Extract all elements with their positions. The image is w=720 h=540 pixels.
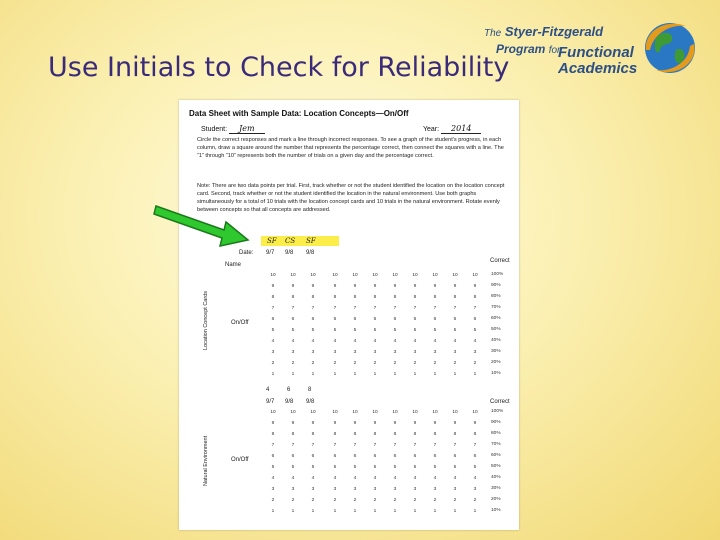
grid2-cell: 7	[353, 443, 357, 448]
grid2-cell: 10	[270, 410, 276, 415]
grid2-cell: 8	[271, 432, 275, 437]
grid1-cell: 3	[291, 350, 295, 355]
grid1-percent: 60%	[491, 316, 501, 321]
grid2-cell: 8	[433, 432, 437, 437]
grid2-cell: 8	[333, 432, 337, 437]
grid2-cell: 2	[393, 498, 397, 503]
grid1-cell: 1	[353, 372, 357, 377]
grid1-cell: 4	[353, 339, 357, 344]
correct-label-1: Correct	[490, 258, 510, 264]
date-2: 9/8	[285, 250, 294, 256]
grid2-cell: 8	[473, 432, 477, 437]
grid2-cell: 1	[311, 509, 315, 514]
grid2-cell: 1	[271, 509, 275, 514]
grid1-cell: 7	[473, 306, 477, 311]
logo-line-2: Program for	[496, 42, 561, 56]
grid2-cell: 8	[373, 432, 377, 437]
grid2-cell: 6	[291, 454, 295, 459]
grid1-cell: 10	[352, 273, 358, 278]
grid1-cell: 7	[433, 306, 437, 311]
grid1-cell: 9	[453, 284, 457, 289]
grid1-percent: 70%	[491, 305, 501, 310]
grid1-cell: 10	[452, 273, 458, 278]
grid1-cell: 8	[353, 295, 357, 300]
grid2-cell: 5	[433, 465, 437, 470]
grid1-cell: 4	[473, 339, 477, 344]
grid2-cell: 1	[353, 509, 357, 514]
grid2-cell: 9	[271, 421, 275, 426]
grid2-cell: 9	[453, 421, 457, 426]
grid1-cell: 10	[372, 273, 378, 278]
grid1-cell: 8	[453, 295, 457, 300]
score-1: 4	[266, 387, 270, 393]
name-label: Name	[225, 262, 242, 268]
initials-3: SF	[306, 237, 316, 245]
grid1-cell: 1	[413, 372, 417, 377]
grid1-cell: 1	[473, 372, 477, 377]
grid2-cell: 10	[392, 410, 398, 415]
grid2-cell: 9	[373, 421, 377, 426]
grid2-cell: 9	[291, 421, 295, 426]
grid1-cell: 1	[433, 372, 437, 377]
grid2-cell: 5	[393, 465, 397, 470]
grid2-cell: 4	[373, 476, 377, 481]
grid1-percent: 40%	[491, 338, 501, 343]
grid1-cell: 4	[413, 339, 417, 344]
logo-line-3: Functional	[558, 44, 634, 61]
grid1-cell: 9	[353, 284, 357, 289]
grid1-cell: 8	[333, 295, 337, 300]
grid2-cell: 10	[332, 410, 338, 415]
grid1-cell: 3	[453, 350, 457, 355]
grid1-percent: 80%	[491, 294, 501, 299]
grid1-cell: 9	[311, 284, 315, 289]
grid1-cell: 8	[311, 295, 315, 300]
date2-3: 9/8	[306, 399, 315, 405]
grid2-cell: 6	[353, 454, 357, 459]
student-name: Jem	[229, 124, 265, 134]
date2-2: 9/8	[285, 399, 294, 405]
instructions-text: Circle the correct responses and mark a line through incorrect responses. To see a graph of the student's progress, in each column, draw a square around the number that represents the percentage correct, then connect the squares with a line. The “1” through “10” represents both the number of trials on a given day and the percentage correct.	[197, 137, 504, 159]
grid2-cell: 2	[333, 498, 337, 503]
grid1-percent: 50%	[491, 327, 501, 332]
grid2-cell: 7	[453, 443, 457, 448]
grid1-cell: 10	[310, 273, 316, 278]
date2-1: 9/7	[266, 399, 275, 405]
grid1-cell: 2	[433, 361, 437, 366]
grid1-cell: 9	[333, 284, 337, 289]
grid2-cell: 10	[412, 410, 418, 415]
grid1-cell: 2	[271, 361, 275, 366]
grid2-cell: 2	[311, 498, 315, 503]
grid2-cell: 4	[333, 476, 337, 481]
grid1-cell: 6	[473, 317, 477, 322]
grid2-cell: 4	[413, 476, 417, 481]
grid2-cell: 7	[413, 443, 417, 448]
logo-line-1: The Styer-Fitzgerald	[484, 24, 604, 39]
grid2-cell: 3	[393, 487, 397, 492]
grid2-cell: 10	[372, 410, 378, 415]
year-field: Year: 2014	[423, 124, 481, 133]
note-text: Note: There are two data points per trial. First, track whether or not the student identified the location on the location concept card. Second, track whether or not the student identified the location in the natural environment. Use both graphs simultaneously for a total of 10 trials with the location concept cards and 10 trials in the natural environment. Rotate evenly between concepts so that all concepts are addressed.	[197, 183, 505, 213]
grid2-percent: 50%	[491, 464, 501, 469]
grid1-cell: 2	[453, 361, 457, 366]
grid2-percent: 20%	[491, 497, 501, 502]
grid1-cell: 2	[353, 361, 357, 366]
grid1-cell: 3	[333, 350, 337, 355]
grid1-cell: 1	[393, 372, 397, 377]
grid2-cell: 6	[373, 454, 377, 459]
grid2-cell: 2	[433, 498, 437, 503]
grid2-cell: 2	[413, 498, 417, 503]
grid1-cell: 9	[393, 284, 397, 289]
grid1-cell: 6	[271, 317, 275, 322]
grid2-cell: 5	[271, 465, 275, 470]
grid1-cell: 10	[332, 273, 338, 278]
section-label-natural: Natural Environment	[203, 435, 209, 486]
grid2-cell: 7	[393, 443, 397, 448]
grid1-cell: 10	[392, 273, 398, 278]
grid2-cell: 10	[290, 410, 296, 415]
grid2-cell: 9	[333, 421, 337, 426]
grid1-cell: 10	[432, 273, 438, 278]
grid2-cell: 8	[393, 432, 397, 437]
grid2-cell: 4	[473, 476, 477, 481]
grid1-cell: 6	[393, 317, 397, 322]
grid1-cell: 4	[373, 339, 377, 344]
grid2-cell: 6	[413, 454, 417, 459]
row-label-1: On/Off	[231, 320, 249, 326]
slide-title: Use Initials to Check for Reliability	[48, 52, 510, 83]
grid1-cell: 5	[453, 328, 457, 333]
grid2-percent: 40%	[491, 475, 501, 480]
grid2-cell: 7	[473, 443, 477, 448]
grid2-cell: 2	[353, 498, 357, 503]
grid1-cell: 4	[453, 339, 457, 344]
grid2-cell: 4	[271, 476, 275, 481]
grid1-cell: 1	[333, 372, 337, 377]
grid1-cell: 3	[311, 350, 315, 355]
grid1-cell: 3	[373, 350, 377, 355]
grid1-cell: 10	[412, 273, 418, 278]
grid1-cell: 2	[393, 361, 397, 366]
grid1-cell: 8	[413, 295, 417, 300]
grid2-cell: 6	[311, 454, 315, 459]
grid2-cell: 4	[453, 476, 457, 481]
grid2-cell: 4	[311, 476, 315, 481]
arrow-icon	[150, 200, 252, 248]
grid2-cell: 3	[473, 487, 477, 492]
grid1-cell: 1	[291, 372, 295, 377]
grid2-cell: 8	[311, 432, 315, 437]
grid2-cell: 5	[291, 465, 295, 470]
grid1-cell: 8	[291, 295, 295, 300]
grid1-cell: 4	[311, 339, 315, 344]
grid2-cell: 6	[271, 454, 275, 459]
grid1-cell: 5	[291, 328, 295, 333]
grid1-cell: 9	[373, 284, 377, 289]
grid1-cell: 4	[291, 339, 295, 344]
grid2-cell: 3	[433, 487, 437, 492]
grid1-cell: 5	[373, 328, 377, 333]
grid1-cell: 7	[413, 306, 417, 311]
grid1-cell: 2	[291, 361, 295, 366]
date-label: Date:	[239, 250, 254, 256]
grid2-cell: 9	[473, 421, 477, 426]
grid2-cell: 1	[413, 509, 417, 514]
grid1-cell: 5	[311, 328, 315, 333]
grid1-cell: 6	[373, 317, 377, 322]
grid1-cell: 5	[271, 328, 275, 333]
grid1-cell: 3	[271, 350, 275, 355]
grid2-cell: 5	[453, 465, 457, 470]
grid2-cell: 10	[352, 410, 358, 415]
initials-2: CS	[285, 237, 296, 245]
grid2-cell: 9	[413, 421, 417, 426]
grid1-cell: 6	[291, 317, 295, 322]
grid1-percent: 100%	[491, 272, 504, 277]
grid2-cell: 10	[310, 410, 316, 415]
grid1-cell: 8	[271, 295, 275, 300]
grid1-cell: 2	[373, 361, 377, 366]
grid2-percent: 30%	[491, 486, 501, 491]
grid1-cell: 2	[311, 361, 315, 366]
grid1-cell: 7	[353, 306, 357, 311]
grid1-cell: 10	[270, 273, 276, 278]
grid2-cell: 8	[413, 432, 417, 437]
grid2-cell: 4	[393, 476, 397, 481]
grid2-cell: 3	[453, 487, 457, 492]
grid2-cell: 2	[271, 498, 275, 503]
grid2-cell: 1	[291, 509, 295, 514]
grid1-cell: 10	[290, 273, 296, 278]
grid2-cell: 6	[433, 454, 437, 459]
grid2-cell: 7	[271, 443, 275, 448]
grid2-cell: 10	[472, 410, 478, 415]
grid2-cell: 9	[433, 421, 437, 426]
grid2-cell: 1	[433, 509, 437, 514]
grid1-cell: 7	[393, 306, 397, 311]
grid1-cell: 9	[473, 284, 477, 289]
grid2-cell: 3	[333, 487, 337, 492]
grid2-cell: 10	[452, 410, 458, 415]
grid1-cell: 4	[333, 339, 337, 344]
grid2-cell: 6	[333, 454, 337, 459]
grid2-cell: 3	[291, 487, 295, 492]
grid1-cell: 5	[413, 328, 417, 333]
grid1-cell: 7	[453, 306, 457, 311]
grid2-percent: 10%	[491, 508, 501, 513]
grid2-cell: 5	[373, 465, 377, 470]
grid2-cell: 6	[393, 454, 397, 459]
grid2-cell: 5	[353, 465, 357, 470]
grid2-cell: 9	[353, 421, 357, 426]
grid2-cell: 7	[373, 443, 377, 448]
grid1-cell: 1	[373, 372, 377, 377]
grid1-cell: 9	[413, 284, 417, 289]
grid1-cell: 1	[271, 372, 275, 377]
grid2-cell: 5	[333, 465, 337, 470]
grid1-cell: 7	[291, 306, 295, 311]
grid2-percent: 60%	[491, 453, 501, 458]
grid2-percent: 80%	[491, 431, 501, 436]
grid2-cell: 8	[453, 432, 457, 437]
grid1-cell: 5	[473, 328, 477, 333]
grid1-cell: 1	[311, 372, 315, 377]
grid1-cell: 7	[333, 306, 337, 311]
grid1-cell: 6	[353, 317, 357, 322]
grid2-cell: 7	[433, 443, 437, 448]
grid1-cell: 4	[271, 339, 275, 344]
grid1-cell: 4	[433, 339, 437, 344]
grid1-cell: 8	[433, 295, 437, 300]
grid1-cell: 9	[433, 284, 437, 289]
grid2-cell: 9	[311, 421, 315, 426]
grid2-cell: 1	[373, 509, 377, 514]
grid1-cell: 7	[271, 306, 275, 311]
grid2-percent: 100%	[491, 409, 504, 414]
grid1-cell: 3	[393, 350, 397, 355]
grid1-cell: 5	[333, 328, 337, 333]
grid2-cell: 3	[373, 487, 377, 492]
grid1-cell: 5	[393, 328, 397, 333]
grid2-cell: 8	[291, 432, 295, 437]
score-2: 6	[287, 387, 291, 393]
grid1-cell: 7	[373, 306, 377, 311]
grid1-cell: 8	[373, 295, 377, 300]
grid2-cell: 7	[291, 443, 295, 448]
grid2-cell: 1	[393, 509, 397, 514]
grid1-cell: 1	[453, 372, 457, 377]
date-1: 9/7	[266, 250, 275, 256]
grid2-cell: 3	[413, 487, 417, 492]
data-sheet-title: Data Sheet with Sample Data: Location Concepts—On/Off	[189, 109, 409, 118]
grid1-cell: 5	[353, 328, 357, 333]
grid2-cell: 4	[291, 476, 295, 481]
grid1-cell: 6	[333, 317, 337, 322]
grid1-cell: 6	[433, 317, 437, 322]
date-3: 9/8	[306, 250, 315, 256]
grid2-cell: 4	[433, 476, 437, 481]
grid2-cell: 1	[453, 509, 457, 514]
grid1-cell: 10	[472, 273, 478, 278]
grid2-percent: 90%	[491, 420, 501, 425]
grid1-cell: 6	[311, 317, 315, 322]
grid1-cell: 5	[433, 328, 437, 333]
initials-1: SF	[267, 237, 277, 245]
grid1-percent: 20%	[491, 360, 501, 365]
grid2-cell: 6	[453, 454, 457, 459]
grid1-cell: 2	[413, 361, 417, 366]
grid1-percent: 30%	[491, 349, 501, 354]
grid1-percent: 10%	[491, 371, 501, 376]
student-field: Student: Jem	[201, 124, 265, 133]
grid2-cell: 9	[393, 421, 397, 426]
grid2-cell: 8	[353, 432, 357, 437]
grid1-cell: 3	[413, 350, 417, 355]
grid1-cell: 6	[453, 317, 457, 322]
grid1-cell: 7	[311, 306, 315, 311]
grid1-cell: 9	[271, 284, 275, 289]
grid2-cell: 3	[271, 487, 275, 492]
grid1-cell: 9	[291, 284, 295, 289]
grid2-cell: 3	[311, 487, 315, 492]
grid1-percent: 90%	[491, 283, 501, 288]
correct-label-2: Correct	[490, 399, 510, 405]
grid2-cell: 6	[473, 454, 477, 459]
grid2-cell: 5	[311, 465, 315, 470]
grid2-cell: 2	[473, 498, 477, 503]
grid2-cell: 7	[311, 443, 315, 448]
data-sheet-image	[179, 100, 519, 530]
grid1-cell: 3	[353, 350, 357, 355]
grid1-cell: 8	[473, 295, 477, 300]
grid1-cell: 8	[393, 295, 397, 300]
grid2-cell: 2	[373, 498, 377, 503]
grid1-cell: 2	[473, 361, 477, 366]
grid2-cell: 2	[453, 498, 457, 503]
grid2-cell: 10	[432, 410, 438, 415]
grid2-cell: 5	[413, 465, 417, 470]
score-3: 8	[308, 387, 312, 393]
grid2-cell: 4	[353, 476, 357, 481]
grid2-cell: 1	[473, 509, 477, 514]
grid2-cell: 2	[291, 498, 295, 503]
year-value: 2014	[441, 124, 481, 134]
grid1-cell: 6	[413, 317, 417, 322]
grid1-cell: 3	[433, 350, 437, 355]
globe-icon	[642, 20, 698, 76]
grid1-cell: 4	[393, 339, 397, 344]
grid2-percent: 70%	[491, 442, 501, 447]
logo-line-4: Academics	[558, 60, 638, 77]
grid2-cell: 5	[473, 465, 477, 470]
grid2-cell: 7	[333, 443, 337, 448]
row-label-2: On/Off	[231, 457, 249, 463]
grid2-cell: 1	[333, 509, 337, 514]
grid1-cell: 3	[473, 350, 477, 355]
section-label-cards: Location Concept Cards	[203, 290, 209, 350]
grid1-cell: 2	[333, 361, 337, 366]
program-logo	[478, 18, 710, 90]
grid2-cell: 3	[353, 487, 357, 492]
